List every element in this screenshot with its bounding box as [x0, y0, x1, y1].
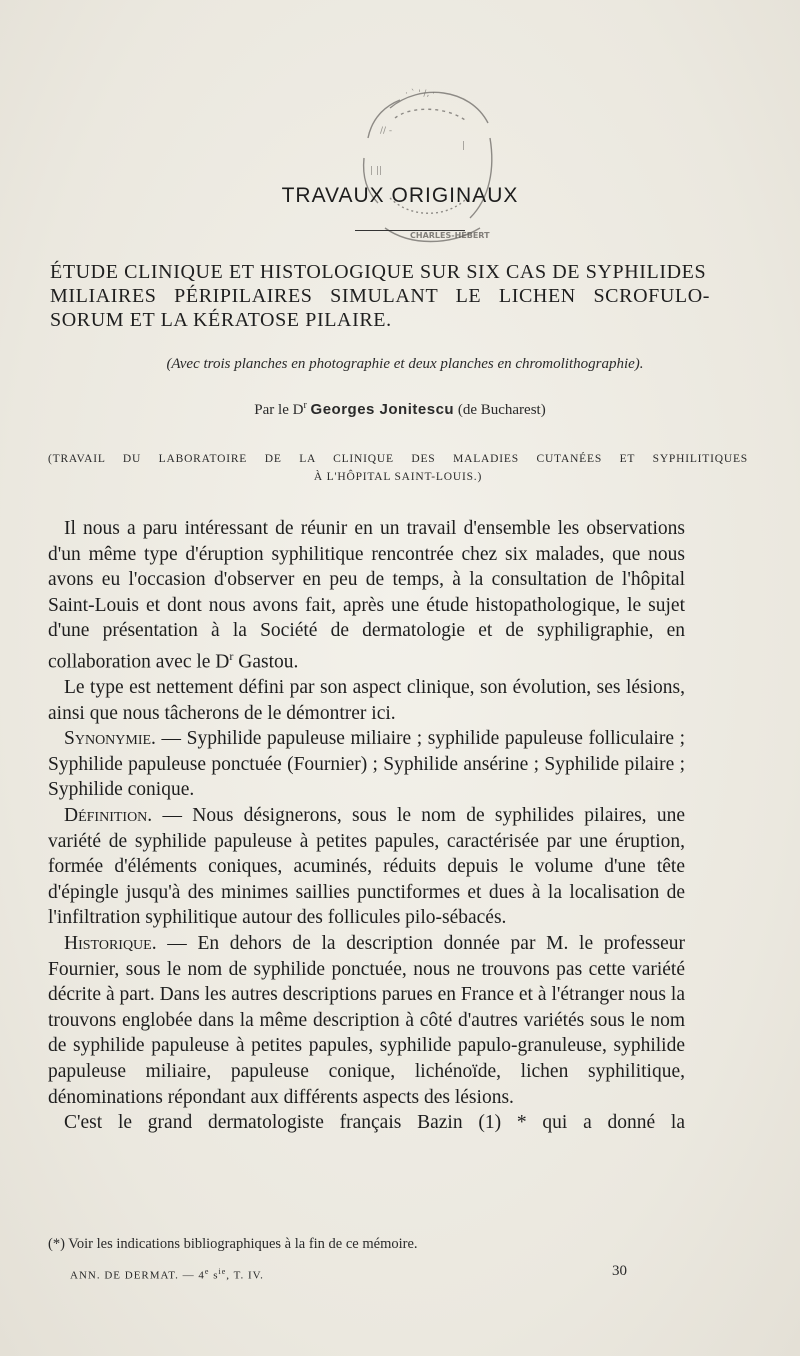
svg-text:// -: // - [380, 126, 393, 136]
author-line [0, 400, 800, 419]
article-title [50, 260, 710, 332]
svg-text:· ` ' /, ·: · ` ' /, · [405, 89, 436, 99]
paragraph-intro-text: Il nous a paru intéressant de réunir en un travail d'ensemble les observations d'un même type d'éruption syphilitique rencontrée chez six malades, que nous avons eu l'occasion d'observer en peu de temps, à la consultation de l'hôpital Saint-Louis et dont nous avons fait, après une étude histopathologique, le sujet d'une présentation à la Société de dermatologie et de syphiligraphie, en collaboration avec le D [48, 518, 685, 673]
heading-definition: Définition. [64, 805, 153, 827]
svg-text:| ||: | || [370, 166, 382, 176]
article-body [48, 516, 685, 1136]
paragraph-intro [48, 516, 685, 675]
affiliation-line-1: (TRAVAIL DU LABORATOIRE DE LA CLINIQUE DES MALADIES CUTANÉES ET SYPHILITIQUES [48, 453, 748, 465]
section-title: TRAVAUX ORIGINAUX [281, 184, 519, 207]
footer-journal-sup: e [204, 1267, 210, 1276]
article-title-line-3: SORUM ET LA KÉRATOSE PILAIRE. [50, 309, 392, 331]
paragraph-intro-sup: r [229, 648, 234, 663]
paragraph-type: Le type est nettement défini par son aspect clinique, son évolution, ses lésions, ainsi que nous tâcherons de le démontrer ici. [48, 677, 685, 724]
article-title-line-2: MILIAIRES PÉRIPILAIRES SIMULANT LE LICHEN SCROFULO- [50, 285, 710, 307]
footer-series: s [209, 1269, 219, 1282]
paragraph-synonymie [48, 726, 685, 803]
article-title-line-1: ÉTUDE CLINIQUE ET HISTOLOGIQUE SUR SIX CAS DE SYPHILIDES [50, 261, 707, 283]
page-number: 30 [612, 1263, 627, 1279]
affiliation [48, 450, 748, 486]
author-affiliation-city: (de Bucharest) [457, 402, 546, 418]
paragraph-synonymie-text: — Syphilide papuleuse miliaire ; syphilide papuleuse folliculaire ; Syphilide papuleuse ponctuée (Fournier) ; Syphilide ansérine ; Syphilide pilaire ; Syphilide conique. [48, 728, 685, 801]
paragraph-definition-text: — Nous désignerons, sous le nom de syphilides pilaires, une variété de syphilide papuleuse à petites papules, caractérisée par une éruption, formée d'éléments coniques, acuminés, réduits depuis le volume d'une tête d'épingle jusqu'à des minimes saillies punctiformes et dues à la localisation de l'infiltration syphilitique autour des follicules pilo-sébacés. [48, 805, 685, 929]
svg-text:CHARLES-HÉBERT: CHARLES-HÉBERT [410, 231, 490, 240]
heading-historique: Historique. [64, 933, 157, 954]
footer-journal: ANN. DE DERMAT. — 4 [70, 1269, 205, 1282]
paragraph-intro-end: Gastou. [233, 651, 299, 673]
author-prefix: Par le D [254, 402, 304, 418]
running-footer [70, 1267, 630, 1282]
author-name: Georges Jonitescu [310, 401, 455, 418]
affiliation-line-2: À L'HÔPITAL SAINT-LOUIS.) [313, 471, 483, 483]
footer-series-sup: ie [218, 1267, 227, 1276]
paragraph-definition [48, 803, 685, 931]
footer-volume: , T. IV. [226, 1269, 264, 1282]
paragraph-historique [48, 931, 685, 1110]
heading-synonymie: Synonymie. [64, 728, 156, 750]
library-stamp [350, 78, 500, 258]
title-divider [355, 230, 465, 231]
article-subtitle: (Avec trois planches en photographie et deux planches en chromolithographie). [166, 356, 644, 372]
paragraph-bazin: C'est le grand dermatologiste français Bazin (1) * qui a donné la [64, 1112, 685, 1134]
paragraph-historique-text: — En dehors de la description donnée par M. le professeur Fournier, sous le nom de syphilide ponctuée, nous ne trouvons pas cette variété décrite à part. Dans les autres descriptions parues en France et à l'étranger nous la trouvons englobée dans la même description à côté d'autres variétés sous le nom de syphilide papuleuse à petites papules, syphilide papulo-granuleuse, syphilide papuleuse miliaire, papuleuse conique, lichénoïde, lichen syphilitique, dénominations répondant aux différents aspects des lésions. [48, 933, 685, 1108]
footnote: (*) Voir les indications bibliographiques à la fin de ce mémoire. [48, 1236, 418, 1252]
author-prefix-sup: r [303, 400, 307, 411]
svg-text:|: | [462, 141, 466, 151]
